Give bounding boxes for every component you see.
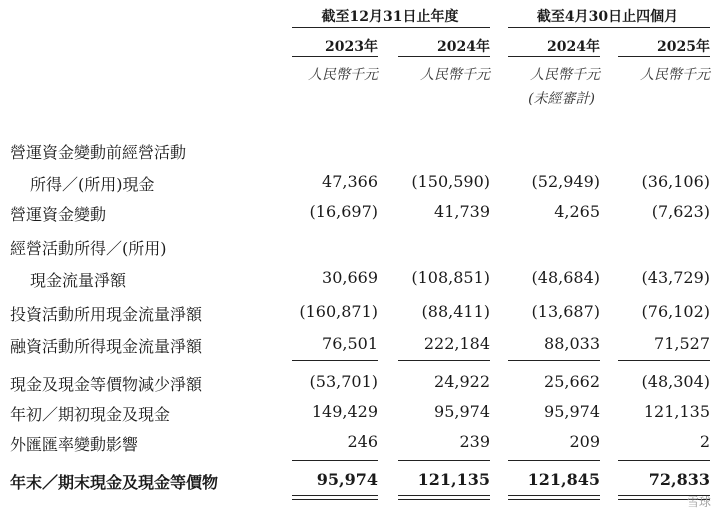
cell: 149,429 [311,402,378,421]
cell: (16,697) [309,202,378,221]
year-2024: 2024年 [437,39,490,55]
year-2023: 2023年 [325,39,378,55]
total-cell: 95,974 [316,470,378,489]
subtotal-rule [292,360,378,361]
cell: 76,501 [322,334,378,353]
row-label: 營運資金變動 [10,205,107,224]
total-top-rule [618,460,710,461]
total-cell: 121,135 [417,470,490,489]
year-rule-1 [292,56,378,57]
cell: (53,701) [309,372,378,391]
cell: (160,871) [299,302,378,321]
total-double-rule [398,499,490,500]
cell: 209 [569,432,600,451]
row-label: 經營活動所得／(所用) [10,239,167,258]
header-group-annual-rule [292,27,490,28]
year-rule-4 [618,56,710,57]
cell: (13,687) [531,302,600,321]
header-group-interim-rule [508,27,710,28]
year-2024-interim: 2024年 [547,39,600,55]
row-label: 年初／期初現金及現金 [10,405,171,424]
total-top-rule [508,460,600,461]
total-cell: 121,845 [527,470,600,489]
row-label-cont: 所得／(所用)現金 [30,175,155,194]
cell: (108,851) [411,268,490,287]
cell: 95,974 [544,402,600,421]
header-group-annual: 截至12月31日止年度 [321,9,459,25]
unit-col-2: 人民幣千元 [420,67,490,83]
cell: 30,669 [322,268,378,287]
year-2025-interim: 2025年 [657,39,710,55]
total-double-rule [398,495,490,496]
cell: (150,590) [411,172,490,191]
watermark: 雪球 [686,495,711,509]
unaudited-note: (未經審計) [528,91,595,107]
cell: 71,527 [654,334,710,353]
cell: 24,922 [434,372,490,391]
cell: (52,949) [531,172,600,191]
cell: (7,623) [651,202,710,221]
row-label-cont: 現金流量淨額 [30,271,127,290]
total-label: 年末／期末現金及現金等價物 [10,473,219,492]
unit-col-3: 人民幣千元 [530,67,600,83]
cell: 88,033 [544,334,600,353]
cell: (43,729) [641,268,710,287]
total-top-rule [398,460,490,461]
cell: 95,974 [434,402,490,421]
total-double-rule [508,499,600,500]
cell: 2 [699,432,710,451]
total-double-rule [292,495,378,496]
cell: 41,739 [434,202,490,221]
subtotal-rule [398,360,490,361]
row-label: 投資活動所用現金流量淨額 [10,305,203,324]
row-label: 外匯匯率變動影響 [10,435,139,454]
cell: (48,304) [641,372,710,391]
year-rule-2 [398,56,490,57]
total-cell: 72,833 [648,470,710,489]
header-group-interim: 截至4月30日止四個月 [536,9,679,25]
row-label: 融資活動所得現金流量淨額 [10,337,203,356]
unit-col-1: 人民幣千元 [308,67,378,83]
subtotal-rule [618,360,710,361]
total-double-rule [508,495,600,496]
year-rule-3 [508,56,600,57]
subtotal-rule [508,360,600,361]
cell: 25,662 [544,372,600,391]
total-top-rule [292,460,378,461]
cell: 246 [347,432,378,451]
cell: 4,265 [554,202,600,221]
row-label: 營運資金變動前經營活動 [10,143,187,162]
row-label: 現金及現金等價物減少淨額 [10,375,203,394]
cell: (48,684) [531,268,600,287]
cell: 47,366 [322,172,378,191]
cell: (36,106) [641,172,710,191]
cell: 222,184 [423,334,490,353]
cell: 121,135 [643,402,710,421]
cell: 239 [459,432,490,451]
cell: (88,411) [421,302,490,321]
cell: (76,102) [641,302,710,321]
unit-col-4: 人民幣千元 [640,67,710,83]
total-double-rule [292,499,378,500]
